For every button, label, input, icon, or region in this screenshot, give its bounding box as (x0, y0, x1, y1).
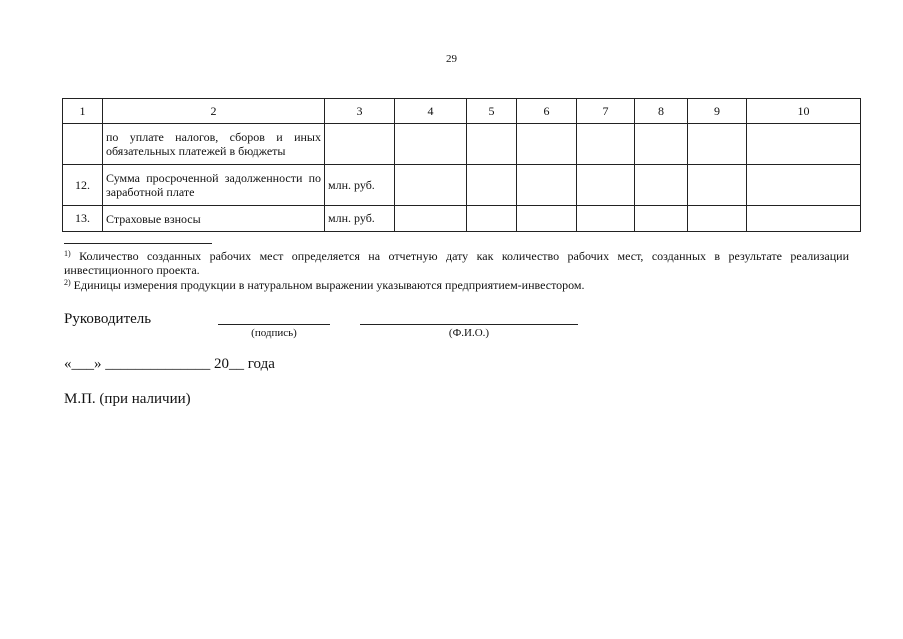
name-caption: (Ф.И.О.) (448, 327, 490, 339)
column-header: 2 (103, 99, 325, 124)
column-header: 5 (467, 99, 517, 124)
row-indicator-name: Сумма просроченной задолженности по заработной плате (103, 165, 325, 206)
table-cell (688, 206, 747, 232)
row-number (63, 124, 103, 165)
table-cell (747, 206, 861, 232)
table-cell (747, 165, 861, 206)
table-cell (577, 206, 635, 232)
table-cell (395, 124, 467, 165)
name-line (360, 324, 578, 325)
table-cell (577, 124, 635, 165)
row-number: 13. (63, 206, 103, 232)
column-header: 3 (325, 99, 395, 124)
row-unit (325, 124, 395, 165)
date-line: «___» ______________ 20__ года (64, 356, 275, 372)
table-cell (517, 206, 577, 232)
table-cell (467, 124, 517, 165)
table-row (63, 124, 861, 165)
table-cell (747, 124, 861, 165)
table-cell (467, 206, 517, 232)
column-header: 8 (635, 99, 688, 124)
footnote-marker: 1) (64, 249, 71, 258)
table-cell (688, 124, 747, 165)
table-cell (635, 124, 688, 165)
column-header: 4 (395, 99, 467, 124)
row-indicator-name: Страховые взносы (103, 206, 325, 232)
footnote-2 (64, 276, 849, 292)
table-cell (517, 165, 577, 206)
table-cell (467, 165, 517, 206)
table-cell (635, 165, 688, 206)
table-cell (395, 206, 467, 232)
row-unit: млн. руб. (325, 165, 395, 206)
column-header: 7 (577, 99, 635, 124)
table-cell (688, 165, 747, 206)
column-header: 9 (688, 99, 747, 124)
signatory-label: Руководитель (64, 311, 152, 327)
signature-line (218, 324, 330, 325)
footnote-separator (64, 243, 212, 244)
row-indicator-name: по уплате налогов, сборов и иных обязательных платежей в бюджеты (103, 124, 325, 165)
column-header: 10 (747, 99, 861, 124)
footnote-1 (64, 247, 849, 277)
footnote-text: Количество созданных рабочих мест определяется на отчетную дату как количество рабочих мест, созданных в результате реализации инвестиционного проекта. (64, 249, 849, 277)
row-unit: млн. руб. (325, 206, 395, 232)
column-header: 1 (63, 99, 103, 124)
table-header-row (63, 99, 861, 124)
row-number: 12. (63, 165, 103, 206)
page-number: 29 (446, 53, 457, 65)
column-header: 6 (517, 99, 577, 124)
footnote-text: Единицы измерения продукции в натуральном выражении указываются предприятием-инвестором. (70, 278, 585, 292)
footnote-marker: 2) (64, 278, 71, 287)
table-cell (635, 206, 688, 232)
table-row (63, 206, 861, 232)
report-table (62, 98, 861, 232)
table-cell (517, 124, 577, 165)
stamp-place: М.П. (при наличии) (64, 391, 191, 407)
table-cell (577, 165, 635, 206)
table-cell (395, 165, 467, 206)
signature-caption: (подпись) (251, 327, 297, 339)
table-row (63, 165, 861, 206)
